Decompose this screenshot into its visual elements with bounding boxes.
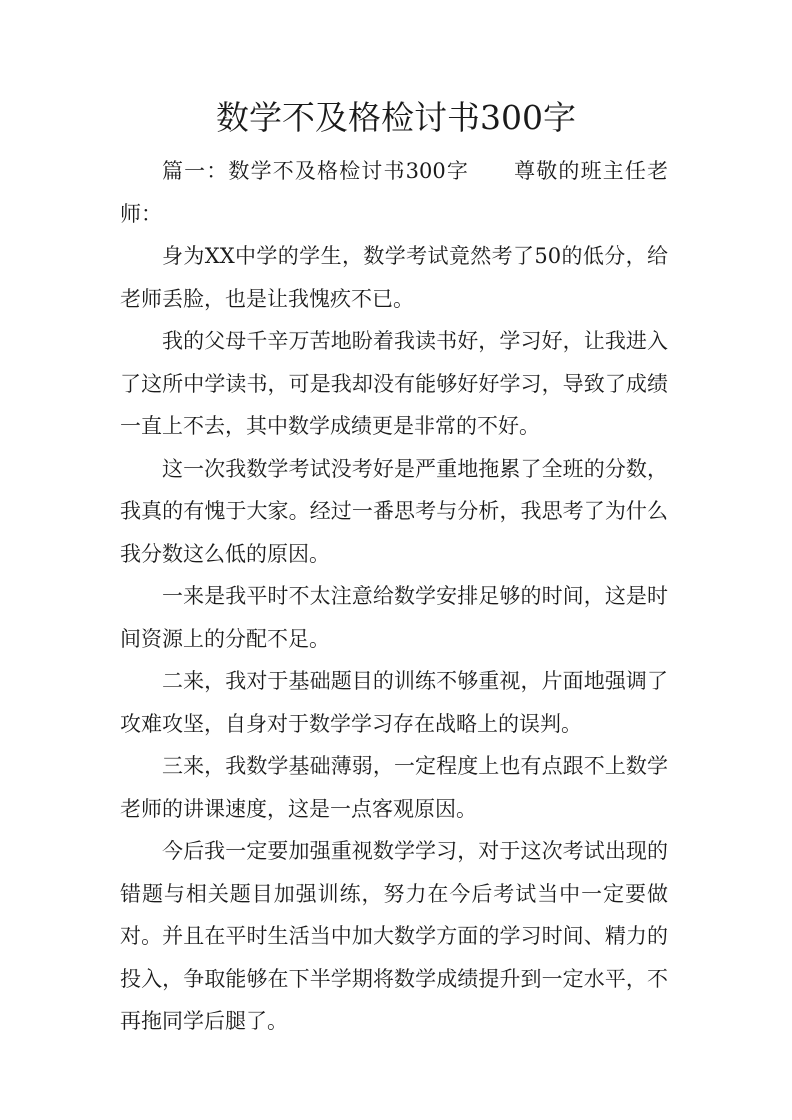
paragraph-2: 我的父母千辛万苦地盼着我读书好，学习好，让我进入了这所中学读书，可是我却没有能够好好学习，导致了成绩一直上不去，其中数学成绩更是非常的不好。 xyxy=(120,329,668,438)
paragraph-7: 今后我一定要加强重视数学学习，对于这次考试出现的错题与相关题目加强训练，努力在今后考试当中一定要做对。并且在平时生活当中加大数学方面的学习时间、精力的投入，争取能够在下半学期将数学成绩提升到一定水平，不再拖同学后腿了。 xyxy=(120,839,668,1033)
document-title: 数学不及格检讨书300字 xyxy=(216,98,576,137)
section-label: 篇一：数学不及格检讨书300字 xyxy=(162,159,469,183)
document-body xyxy=(120,150,668,1043)
paragraph-4: 一来是我平时不太注意给数学安排足够的时间，这是时间资源上的分配不足。 xyxy=(120,584,668,651)
paragraph-5: 二来，我对于基础题目的训练不够重视，片面地强调了攻难攻坚，自身对于数学学习存在战略上的误判。 xyxy=(120,669,668,736)
heading-line xyxy=(120,150,668,235)
paragraph-6: 三来，我数学基础薄弱，一定程度上也有点跟不上数学老师的讲课速度，这是一点客观原因。 xyxy=(120,754,668,821)
paragraph-1: 身为XX中学的学生，数学考试竟然考了50的低分，给老师丢脸，也是让我愧疚不已。 xyxy=(120,244,668,311)
greeting: 尊敬的班主任老师： xyxy=(120,159,669,226)
paragraph-3: 这一次我数学考试没考好是严重地拖累了全班的分数，我真的有愧于大家。经过一番思考与分析，我思考了为什么我分数这么低的原因。 xyxy=(120,456,668,566)
